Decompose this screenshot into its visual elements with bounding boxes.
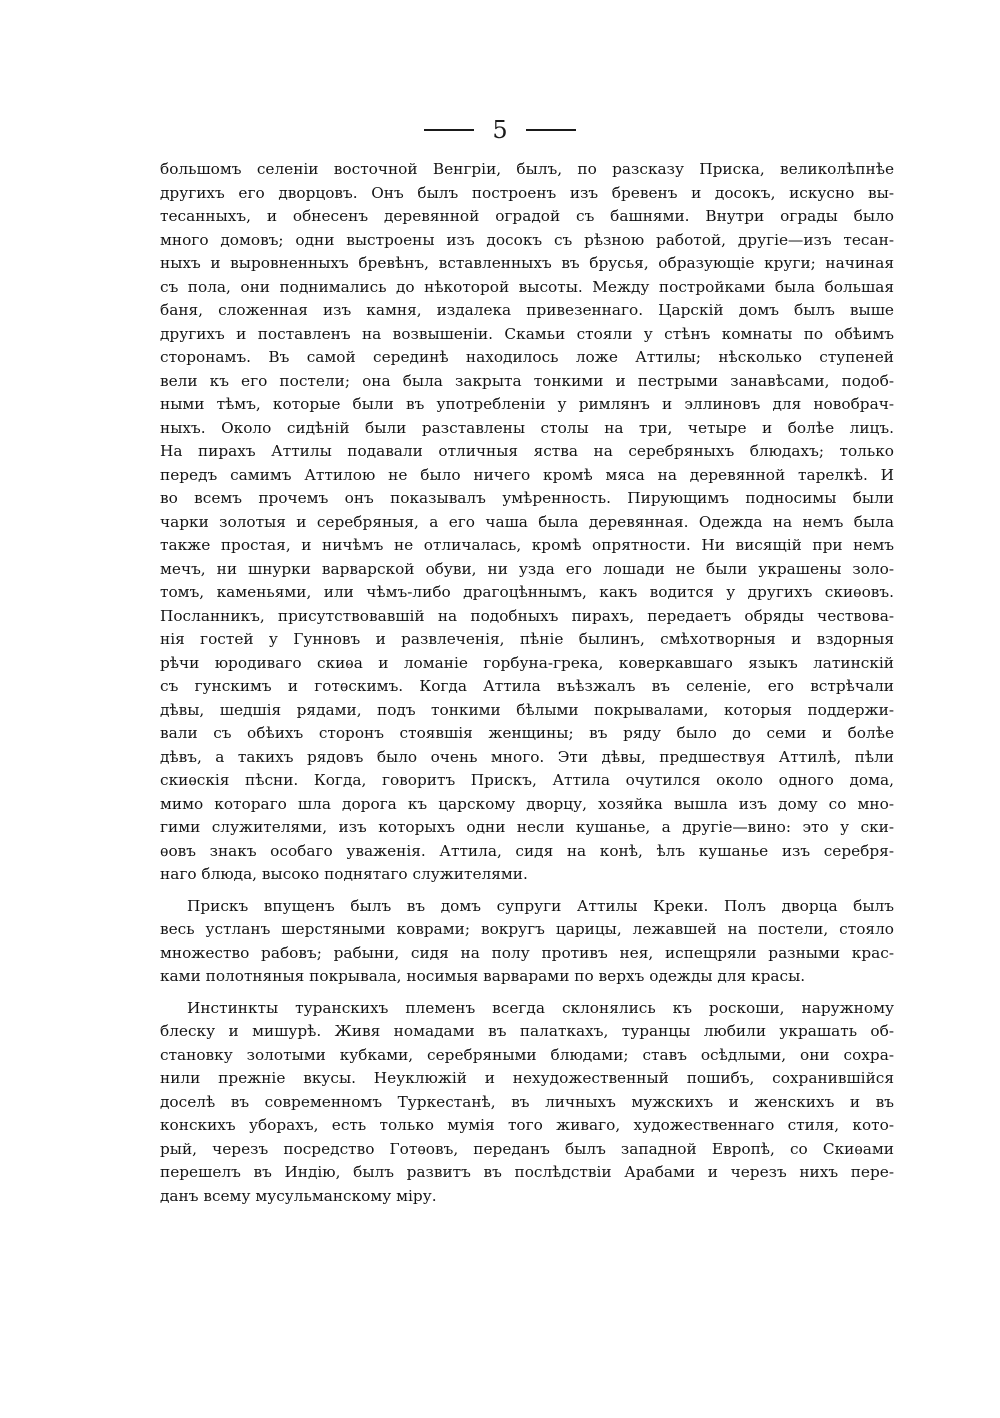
- text-line: во всемъ прочемъ онъ показывалъ умѣренность. Пирующимъ подносимы были: [160, 489, 894, 507]
- text-line: нили прежніе вкусы. Неуклюжій и нехудожественный пошибъ, сохранившійся: [160, 1069, 894, 1087]
- text-line: скиѳскія пѣсни. Когда, говоритъ Прискъ, Аттила очутился около одного дома,: [160, 771, 894, 789]
- text-line: съ гунскимъ и готѳскимъ. Когда Аттила въѣзжалъ въ селеніе, его встрѣчали: [160, 677, 894, 695]
- text-line: дѣвъ, а такихъ рядовъ было очень много. Эти дѣвы, предшествуя Аттилѣ, пѣли: [160, 747, 894, 766]
- text-line: другихъ его дворцовъ. Онъ былъ построенъ изъ бревенъ и досокъ, искусно вы-: [160, 183, 894, 202]
- text-line: Посланникъ, присутствовавшій на подобныхъ пирахъ, передаетъ обряды чествова-: [160, 606, 894, 625]
- text-line: Прискъ впущенъ былъ въ домъ супруги Аттилы Креки. Полъ дворца былъ: [187, 896, 894, 915]
- text-line: ными тѣмъ, которые были въ употребленіи у римлянъ и эллиновъ для новобрач-: [160, 395, 894, 413]
- text-line: нія гостей у Гунновъ и развлеченія, пѣніе былинъ, смѣхотворныя и вздорныя: [160, 630, 894, 648]
- text-line: томъ, каменьями, или чѣмъ-либо драгоцѣннымъ, какъ водится у другихъ скиѳовъ.: [160, 583, 894, 601]
- header-rule-right: [526, 129, 576, 131]
- text-line: На пирахъ Аттилы подавали отличныя яства на серебряныхъ блюдахъ; только: [160, 442, 894, 460]
- page-header: [0, 118, 1000, 142]
- text-line: перешелъ въ Индію, былъ развитъ въ послѣдствіи Арабами и черезъ нихъ пере-: [160, 1163, 894, 1181]
- text-line: также простая, и ничѣмъ не отличалась, кромѣ опрятности. Ни висящій при немъ: [160, 536, 894, 554]
- text-line: рый, черезъ посредство Готѳовъ, переданъ былъ западной Европѣ, со Скиѳами: [160, 1139, 894, 1158]
- text-line: наго блюда, высоко поднятаго служителями.: [160, 865, 528, 883]
- text-line: тесанныхъ, и обнесенъ деревянной оградой съ башнями. Внутри ограды было: [160, 207, 894, 225]
- text-line: мечъ, ни шнурки варварской обуви, ни узда его лошади не были украшены золо-: [160, 559, 894, 578]
- text-line: ками полотняныя покрывала, носимыя варварами по верхъ одежды для красы.: [160, 967, 806, 985]
- text-line: данъ всему мусульманскому міру.: [160, 1186, 437, 1205]
- text-line: доселѣ въ современномъ Туркестанѣ, въ личныхъ мужскихъ и женскихъ и въ: [160, 1092, 894, 1111]
- text-line: другихъ и поставленъ на возвышеніи. Скамьи стояли у стѣнъ комнаты по обѣимъ: [160, 324, 894, 343]
- text-line: вели къ его постели; она была закрыта тонкими и пестрыми занавѣсами, подоб-: [160, 371, 894, 390]
- text-line: мимо котораго шла дорога къ царскому дворцу, хозяйка вышла изъ дому со мно-: [160, 794, 894, 813]
- text-line: блеску и мишурѣ. Живя номадами въ палаткахъ, туранцы любили украшать об-: [160, 1022, 894, 1040]
- text-line: весь устланъ шерстяными коврами; вокругъ царицы, лежавшей на постели, стояло: [160, 920, 894, 938]
- text-line: становку золотыми кубками, серебряными блюдами; ставъ осѣдлыми, они сохра-: [160, 1045, 894, 1064]
- text-line: конскихъ уборахъ, есть только мумія того живаго, художественнаго стиля, кото-: [160, 1116, 894, 1134]
- text-line: ныхъ. Около сидѣній были разставлены столы на три, четыре и болѣе лицъ.: [160, 418, 894, 437]
- text-line: много домовъ; одни выстроены изъ досокъ съ рѣзною работой, другіе—изъ тесан-: [160, 230, 894, 249]
- text-line: большомъ селеніи восточной Венгріи, былъ, по разсказу Приска, великолѣпнѣе: [160, 160, 894, 178]
- text-line: сторонамъ. Въ самой серединѣ находилось ложе Аттилы; нѣсколько ступеней: [160, 348, 894, 366]
- paragraph-gap: [160, 887, 894, 895]
- text-line: Инстинкты туранскихъ племенъ всегда склонялись къ роскоши, наружному: [187, 998, 894, 1017]
- text-line: баня, сложенная изъ камня, издалека привезеннаго. Царскій домъ былъ выше: [160, 301, 894, 319]
- text-line: вали съ обѣихъ сторонъ стоявшія женщины; въ ряду было до семи и болѣе: [160, 724, 894, 742]
- text-line: множество рабовъ; рабыни, сидя на полу противъ нея, испещряли разными крас-: [160, 943, 894, 962]
- text-line: ѳовъ знакъ особаго уваженія. Аттила, сидя на конѣ, ѣлъ кушанье изъ серебря-: [160, 841, 894, 860]
- page-number: 5: [492, 116, 508, 144]
- text-line: съ пола, они поднимались до нѣкоторой высоты. Между постройками была большая: [160, 277, 894, 296]
- text-line: передъ самимъ Аттилою не было ничего кромѣ мяса на деревянной тарелкѣ. И: [160, 465, 894, 484]
- text-line: ныхъ и выровненныхъ бревѣнъ, вставленныхъ въ брусья, образующіе круги; начиная: [160, 254, 894, 272]
- text-line: чарки золотыя и серебряныя, а его чаша была деревянная. Одежда на немъ была: [160, 512, 894, 531]
- text-line: рѣчи юродиваго скиѳа и ломаніе горбуна-грека, коверкавшаго языкъ латинскій: [160, 653, 894, 672]
- body-text: [160, 158, 894, 1208]
- paragraph: [160, 895, 894, 989]
- text-line: дѣвы, шедшія рядами, подъ тонкими бѣлыми покрывалами, которыя поддержи-: [160, 700, 894, 719]
- header-rule-left: [424, 129, 474, 131]
- text-line: гими служителями, изъ которыхъ одни несли кушанье, а другіе—вино: это у ски-: [160, 818, 894, 836]
- paragraph-gap: [160, 989, 894, 997]
- paragraph: [160, 158, 894, 887]
- paragraph: [160, 997, 894, 1209]
